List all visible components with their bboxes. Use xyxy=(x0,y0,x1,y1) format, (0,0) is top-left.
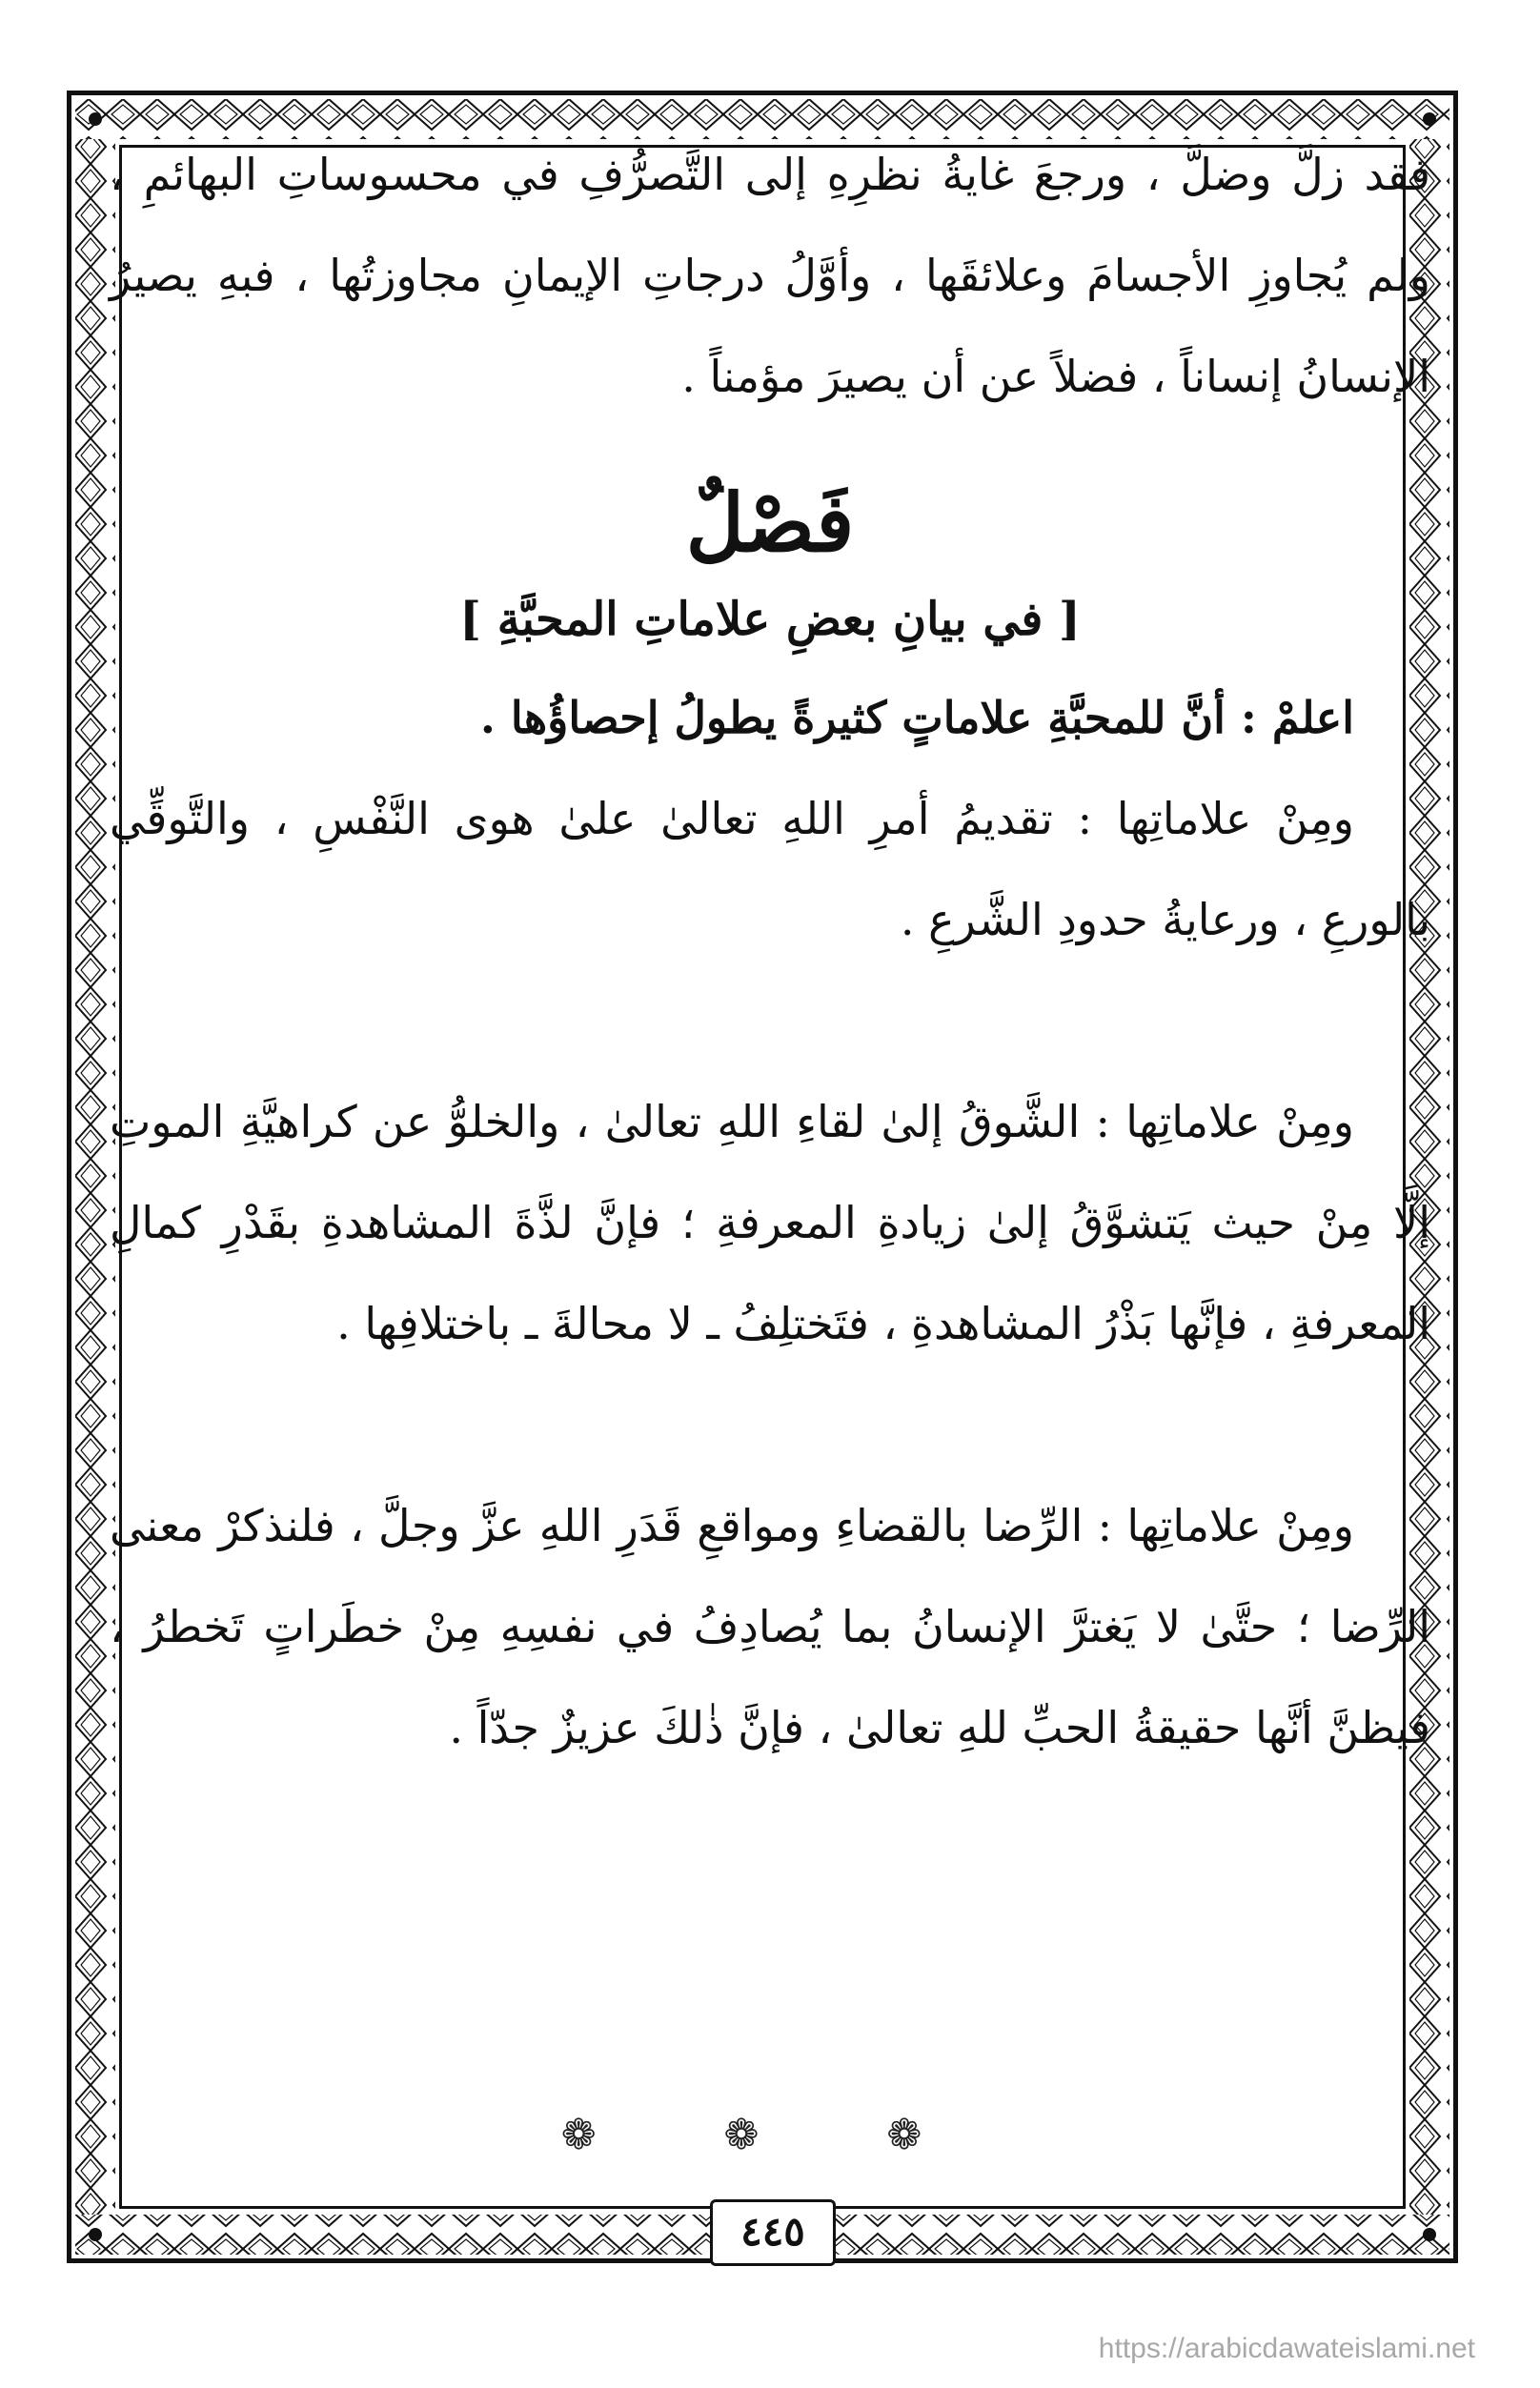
paragraph-sign-1: ومِنْ علاماتِها : تقديمُ أمرِ اللهِ تعالىٰ علىٰ هوى النَّفْسِ ، والتَّوقِّي بالورعِ ، ورعايةُ حدودِ الشَّرعِ . xyxy=(110,793,1430,945)
watermark-url: https://arabicdawateislami.net xyxy=(1098,2333,1475,2364)
paragraph-continued: فقد زلَّ وضلَّ ، ورجعَ غايةُ نظرِهِ إلى التَّصرُّفِ في محسوساتِ البهائمِ ، ولم يُجاوزِ الأجسامَ وعلائقَها ، وأوَّلُ درجاتِ الإيمانِ مجاوزتُها ، فبهِ يصيرُ الإنسانُ إنساناً ، فضلاً عن أن يصيرَ مؤمناً . xyxy=(110,149,1430,402)
paragraph-sign-3: ومِنْ علاماتِها : الرِّضا بالقضاءِ ومواقعِ قَدَرِ اللهِ عزَّ وجلَّ ، فلنذكرْ معنى الرِّضا ؛ حتَّىٰ لا يَغترَّ الإنسانُ بما يُصادِفُ في نفسِهِ مِنْ خطَراتٍ تَخطرُ ، فيظنَّ أنَّها حقيقةُ الحبِّ للهِ تعالىٰ ، فإنَّ ذٰلكَ عزيزٌ جدّاً . xyxy=(110,1500,1430,1753)
fasl-heading: فَصْلٌ xyxy=(685,476,855,570)
paragraph-gap xyxy=(110,1374,1430,1475)
section-end-ornament: ❁ ❁ ❁ xyxy=(560,2111,980,2159)
page-body xyxy=(110,124,1430,1778)
paragraph-sign-2: ومِنْ علاماتِها : الشَّوقُ إلىٰ لقاءِ اللهِ تعالىٰ ، والخلوُّ عن كراهيَّةِ الموتِ إلَّا مِنْ حيث يَتشوَّقُ إلىٰ زيادةِ المعرفةِ ؛ فإنَّ لذَّةَ المشاهدةِ بقَدْرِ كمالِ المعرفةِ ، فإنَّها بَذْرُ المشاهدةِ ، فتَختلِفُ ـ لا محالةَ ـ باختلافِها . xyxy=(110,1096,1430,1349)
page-number: ٤٤٥ xyxy=(710,2199,836,2266)
section-title: [ في بيانِ بعضِ علاماتِ المحبَّةِ ] xyxy=(459,593,1081,646)
paragraph-intro: اعلمْ : أنَّ للمحبَّةِ علاماتٍ كثيرةً يطولُ إحصاؤُها . xyxy=(479,692,1354,743)
paragraph-gap xyxy=(110,970,1430,1071)
